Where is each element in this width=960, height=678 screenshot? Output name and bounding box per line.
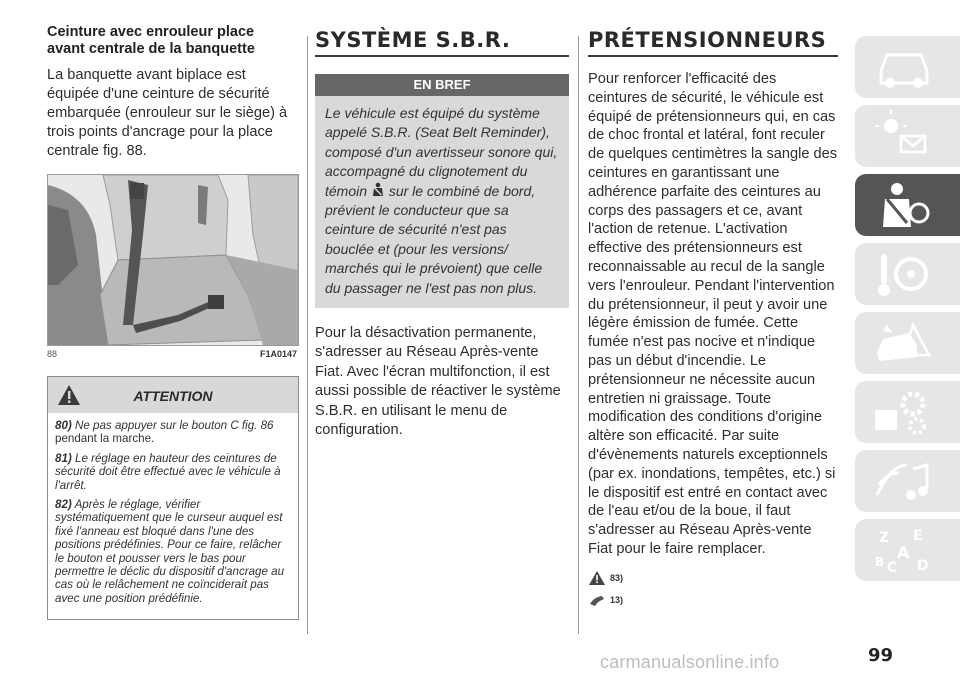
brief-band: EN BREF bbox=[315, 74, 569, 96]
watermark: carmanualsonline.info bbox=[600, 652, 780, 672]
warning-reference[interactable]: 83) bbox=[588, 567, 838, 589]
dashboard-lights-icon bbox=[873, 110, 935, 162]
warning-body bbox=[48, 413, 298, 619]
car-icon bbox=[873, 41, 935, 93]
warning-note: 82) Après le réglage, vérifier systématiquement que le curseur auquel est fixé l'anneau est bloqué dans l'une des positions prédéfinies. Pour ce faire, relâcher le bouton et pousser vers le bas pour permettre le déclic du dispositif d'ancrage au cas où le relâchement ne coïnciderait pas avec une position prédéfinie. bbox=[55, 498, 285, 605]
figure-seat-belt-photo bbox=[47, 174, 299, 346]
left-column bbox=[47, 0, 297, 620]
section-paragraph: Pour la désactivation permanente, s'adresser au Réseau Après-vente Fiat. Avec l'écran multifonction, il est aussi possible de réactiver le système S.B.R. en utilisant le menu de configuration. bbox=[315, 325, 561, 439]
emergency-accident-icon bbox=[873, 317, 935, 369]
page-number: 99 bbox=[868, 645, 894, 666]
tab-multimedia[interactable] bbox=[855, 450, 960, 512]
tab-dashboard[interactable] bbox=[855, 105, 960, 167]
figure-caption bbox=[47, 349, 297, 361]
warning-triangle-icon bbox=[588, 570, 606, 586]
svg-text:C: C bbox=[887, 560, 898, 576]
warning-note: 81) Le réglage en hauteur des ceintures de sécurité doit être effectué avec le véhicule à l'arrêt. bbox=[55, 451, 281, 492]
svg-text:B: B bbox=[875, 555, 885, 569]
seatbelt-airbag-icon bbox=[873, 179, 935, 231]
figure-code: F1A0147 bbox=[259, 349, 297, 359]
svg-text:D: D bbox=[917, 558, 929, 574]
section-subtitle: Ceinture avec enrouleur place avant centrale de la banquette bbox=[47, 24, 255, 57]
key-steering-wheel-icon bbox=[873, 248, 935, 300]
alphabetical-index-icon bbox=[873, 524, 935, 576]
section-title: PRÉTENSIONNEURS bbox=[588, 28, 827, 52]
note-reference[interactable]: 13) bbox=[588, 589, 838, 611]
svg-text:Z: Z bbox=[879, 530, 890, 546]
warning-note: 80) Ne pas appuyer sur le bouton C fig. 86 pendant la marche. bbox=[55, 419, 274, 446]
title-underline bbox=[315, 55, 569, 57]
tab-car[interactable] bbox=[855, 36, 960, 98]
multimedia-note-icon bbox=[873, 455, 935, 507]
svg-text:E: E bbox=[913, 528, 923, 544]
section-title: SYSTÈME S.B.R. bbox=[315, 28, 511, 52]
seatbelt-warning-light-icon bbox=[371, 182, 385, 198]
title-underline bbox=[588, 55, 838, 57]
tab-safety[interactable] bbox=[855, 174, 960, 236]
tab-emergency[interactable] bbox=[855, 312, 960, 374]
column-divider-left bbox=[307, 36, 308, 634]
warning-box bbox=[47, 376, 299, 620]
note-hand-icon bbox=[588, 592, 606, 608]
warning-title: ATTENTION bbox=[133, 388, 213, 404]
warning-header bbox=[48, 377, 298, 413]
tab-maintenance[interactable] bbox=[855, 381, 960, 443]
section-paragraph: Pour renforcer l'efficacité des ceintures de sécurité, le véhicule est équipé de prétensionneurs qui, en cas de choc frontal et latéral, font reculer de quelques centimètres la sangle des ceintures en garantissant une adhérence parfaite des ceintures au corps des passagers et ce, avant l'action de retenue. L'activation effective des prétensionneurs est reconnaissable au recul de la sangle vers l'enrouleur. Pendant l'intervention du prétensionneur, il peut y avoir une légère émission de fumée. Cette fumée n'est pas nocive et n'indique pas un début d'incendie. Le prétensionneur ne nécessite aucun entretien ni graissage. Toute modification des conditions d'origine altère son efficacité. Par suite d'évènements naturels exceptionnels (par ex. inondations, tempêtes, etc.) si le dispositif est entré en contact avec de l'eau et/ou de la boue, il faut s'adresser au Réseau Après-vente Fiat pour le faire remplacer. bbox=[588, 71, 838, 557]
figure-number: 88 bbox=[47, 349, 58, 359]
tab-index[interactable] bbox=[855, 519, 960, 581]
section-paragraph: La banquette avant biplace est équipée d'une ceinture de sécurité embarquée (enrouleur sur le siège) à trois points d'ancrage pour la place centrale fig. 88. bbox=[47, 67, 288, 159]
maintenance-gears-icon bbox=[873, 386, 935, 438]
svg-text:A: A bbox=[897, 543, 910, 562]
brief-box bbox=[315, 96, 569, 308]
reference-list bbox=[588, 567, 838, 611]
brief-text: Le véhicule est équipé du système appelé S.B.R. (Seat Belt Reminder), composé d'un avertisseur sonore qui, accompagné du clignotement du témoin sur le combiné de bord, prévient le conducteur que sa ceinture de sécurité n'est pas bouclée et (pour les versions/ marchés qui le prévoient) que celle du passager ne l'est pas non plus. bbox=[325, 105, 558, 296]
seat-belt-illustration bbox=[48, 175, 298, 345]
right-column bbox=[588, 0, 838, 611]
column-divider-right bbox=[578, 36, 579, 634]
tab-start-drive[interactable] bbox=[855, 243, 960, 305]
middle-column bbox=[315, 0, 569, 441]
